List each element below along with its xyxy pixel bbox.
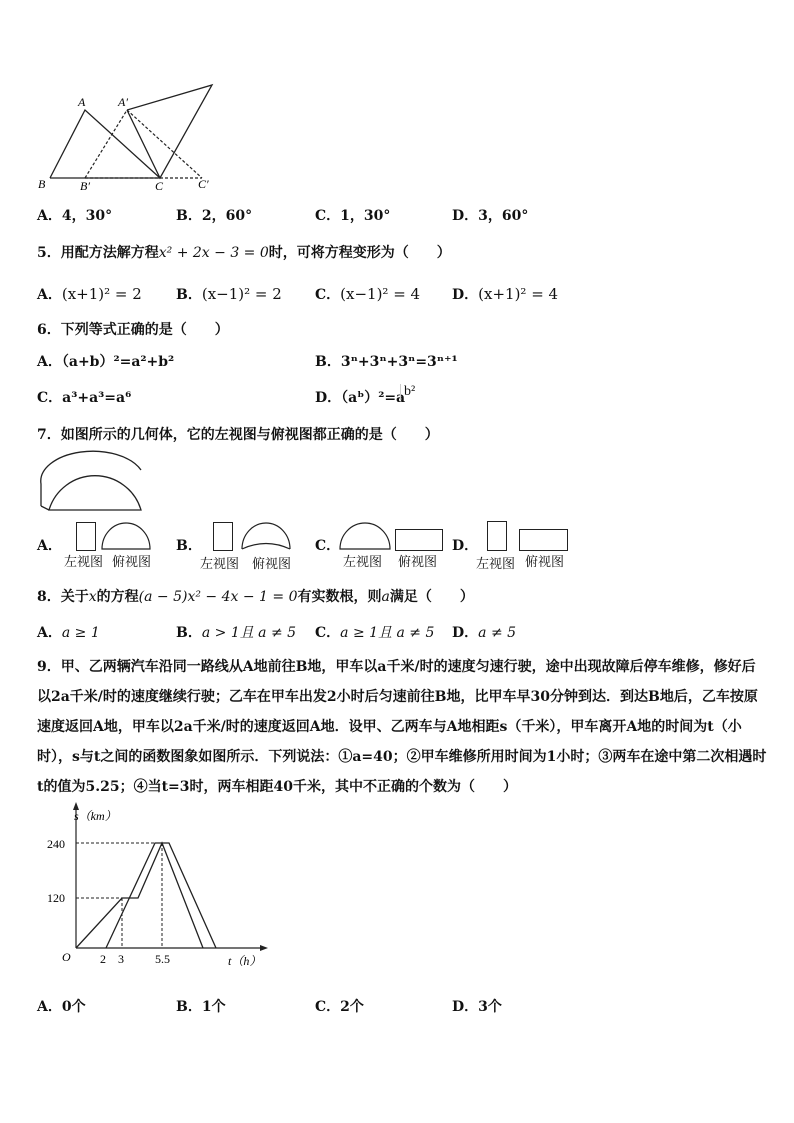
option-label: A． bbox=[37, 287, 62, 303]
q7-c-left-caption: 左视图 bbox=[343, 554, 383, 569]
q8-option-c[interactable] bbox=[315, 624, 434, 642]
option-text: a ≠ 5 bbox=[478, 625, 517, 641]
q8-var-x: x bbox=[88, 589, 97, 605]
option-text: a ≥ 1且 a ≠ 5 bbox=[340, 625, 435, 641]
option-label: D． bbox=[452, 625, 479, 641]
q7-c-left-view bbox=[338, 520, 392, 550]
q4-option-b[interactable] bbox=[176, 207, 252, 225]
q7-b-left-caption: 左视图 bbox=[200, 556, 240, 571]
q8-suffix: 满足（ ） bbox=[389, 589, 474, 605]
q5-stem bbox=[37, 244, 451, 262]
q4-option-d[interactable] bbox=[452, 207, 528, 225]
label-A: A bbox=[78, 95, 86, 109]
y-tick-120: 120 bbox=[47, 891, 65, 905]
option-text: 2，60° bbox=[201, 208, 253, 224]
option-text: 3，60° bbox=[478, 208, 529, 224]
q7-solid-figure bbox=[35, 448, 147, 516]
label-A-prime: A′ bbox=[118, 95, 128, 109]
option-label: C． bbox=[315, 287, 341, 303]
q6-option-d[interactable] bbox=[315, 389, 405, 407]
q8-option-d[interactable] bbox=[452, 624, 516, 642]
q7-stem: 7．如图所示的几何体，它的左视图与俯视图都正确的是（ ） bbox=[37, 427, 439, 443]
y-tick-240: 240 bbox=[47, 837, 65, 851]
option-label: D． bbox=[452, 287, 479, 303]
q7-option-d-label[interactable]: D． bbox=[452, 538, 479, 554]
origin-label: O bbox=[62, 950, 71, 964]
x-axis-label: t（h） bbox=[228, 954, 262, 968]
option-label: C． bbox=[315, 999, 341, 1015]
q5-option-a[interactable] bbox=[37, 285, 142, 304]
q6-option-d-extra: b² bbox=[400, 384, 415, 400]
q7-b-top-caption: 俯视图 bbox=[252, 556, 292, 571]
option-text: 4，30° bbox=[61, 208, 113, 224]
option-text: 0个 bbox=[61, 999, 86, 1015]
option-text: （aᵇ）²=a bbox=[341, 390, 406, 406]
q5-option-d[interactable] bbox=[452, 285, 558, 304]
q8-prefix: 8．关于 bbox=[37, 589, 89, 605]
x-tick-2: 2 bbox=[100, 952, 106, 966]
q7-a-top-caption: 俯视图 bbox=[112, 554, 152, 569]
option-label: A． bbox=[37, 625, 62, 641]
q5-suffix: 时，可将方程变形为（ ） bbox=[268, 245, 451, 261]
q4-option-c[interactable] bbox=[315, 207, 390, 225]
option-text: 2个 bbox=[340, 999, 364, 1015]
q7-option-b-label[interactable]: B． bbox=[176, 538, 202, 554]
option-label: A． bbox=[37, 208, 62, 224]
option-text: 3个 bbox=[478, 999, 502, 1015]
q5-prefix: 5．用配方法解方程 bbox=[37, 245, 159, 261]
q8-var-a: a bbox=[381, 589, 390, 605]
option-label: B． bbox=[176, 287, 202, 303]
option-label: D． bbox=[452, 999, 479, 1015]
q5-option-c[interactable] bbox=[315, 285, 420, 304]
label-B: B bbox=[38, 177, 46, 191]
q7-option-c-label[interactable]: C． bbox=[315, 538, 341, 554]
option-text: 3ⁿ+3ⁿ+3ⁿ=3ⁿ⁺¹ bbox=[340, 354, 458, 370]
q8-stem bbox=[37, 588, 474, 606]
q8-option-a[interactable] bbox=[37, 624, 100, 642]
option-text: (x+1)² = 2 bbox=[61, 285, 142, 303]
q7-a-left-caption: 左视图 bbox=[64, 554, 104, 569]
q7-d-left-caption: 左视图 bbox=[476, 556, 516, 571]
q4-triangle-figure bbox=[30, 80, 230, 195]
q7-a-left-view bbox=[76, 522, 96, 551]
q9-stem: 9．甲、乙两辆汽车沿同一路线从A地前往B地，甲车以a千米/时的速度匀速行驶，途中出现故障后停车维修，修好后以2a千米/时的速度继续行驶；乙车在甲车出发2小时后匀速前往B地，比甲车早30分钟到达．到达B地后，乙车按原速度返回A地，甲车以2a千米/时的速度返回A地．设甲、乙两车与A地相距s（千米），甲车离开A地的时间为t（小时），s与t之间的函数图象如图所示．下列说法：①a=40；②甲车维修所用时间为1小时；③两车在途中第二次相遇时t的值为5.25；④当t=3时，两车相距40千米，其中不正确的个数为（ ） bbox=[37, 659, 767, 795]
x-tick-3: 3 bbox=[118, 952, 124, 966]
option-text: a > 1且 a ≠ 5 bbox=[201, 625, 297, 641]
x-tick-5-5: 5.5 bbox=[155, 952, 170, 966]
option-text: (x−1)² = 4 bbox=[340, 285, 421, 303]
label-B-prime: B′ bbox=[80, 179, 90, 193]
label-C-prime: C′ bbox=[198, 177, 209, 191]
q7-option-a-label[interactable]: A． bbox=[37, 538, 62, 554]
option-text: 1个 bbox=[201, 999, 226, 1015]
q9-option-b[interactable] bbox=[176, 998, 226, 1016]
option-label: B． bbox=[315, 354, 341, 370]
q8-mid2: 有实数根，则 bbox=[297, 589, 382, 605]
q7-a-top-view bbox=[100, 520, 152, 550]
q5-option-b[interactable] bbox=[176, 285, 282, 304]
q4-option-a[interactable] bbox=[37, 207, 112, 225]
option-label: A． bbox=[37, 354, 62, 370]
option-text: (x−1)² = 2 bbox=[201, 285, 282, 303]
q9-option-a[interactable] bbox=[37, 998, 86, 1016]
q8-option-b[interactable] bbox=[176, 624, 296, 642]
option-label: C． bbox=[315, 625, 341, 641]
option-label: B． bbox=[176, 208, 202, 224]
q8-mid: 的方程 bbox=[96, 589, 139, 605]
option-text: a³+a³=a⁶ bbox=[62, 390, 132, 406]
q6-option-b[interactable] bbox=[315, 353, 458, 371]
option-text: (x+1)² = 4 bbox=[478, 285, 559, 303]
option-text: （a+b）²=a²+b² bbox=[61, 354, 175, 370]
q6-option-c[interactable] bbox=[37, 389, 131, 407]
option-label: D． bbox=[452, 208, 479, 224]
option-label: B． bbox=[176, 625, 202, 641]
q9-option-c[interactable] bbox=[315, 998, 364, 1016]
option-label: C． bbox=[37, 390, 63, 406]
option-label: D． bbox=[315, 390, 342, 406]
q7-d-top-caption: 俯视图 bbox=[525, 554, 565, 569]
q6-option-a[interactable] bbox=[37, 353, 174, 371]
option-text: a ≥ 1 bbox=[61, 625, 100, 641]
q5-equation: x² + 2x − 3 = 0 bbox=[158, 245, 269, 261]
q8-equation: (a − 5)x² − 4x − 1 = 0 bbox=[138, 589, 298, 605]
option-text: 1，30° bbox=[340, 208, 391, 224]
option-label: A． bbox=[37, 999, 62, 1015]
q7-c-top-view bbox=[395, 529, 443, 551]
q9-distance-time-graph bbox=[36, 800, 276, 972]
option-label: C． bbox=[315, 208, 341, 224]
q7-b-top-view bbox=[240, 520, 292, 550]
q9-option-d[interactable] bbox=[452, 998, 502, 1016]
label-C: C bbox=[155, 179, 164, 193]
q7-c-top-caption: 俯视图 bbox=[398, 554, 438, 569]
q7-d-top-view bbox=[519, 529, 568, 551]
q7-b-left-view bbox=[213, 522, 233, 551]
option-label: B． bbox=[176, 999, 202, 1015]
q6-stem: 6．下列等式正确的是（ ） bbox=[37, 322, 229, 338]
y-axis-label: s（km） bbox=[74, 809, 117, 823]
q7-d-left-view bbox=[487, 521, 507, 551]
